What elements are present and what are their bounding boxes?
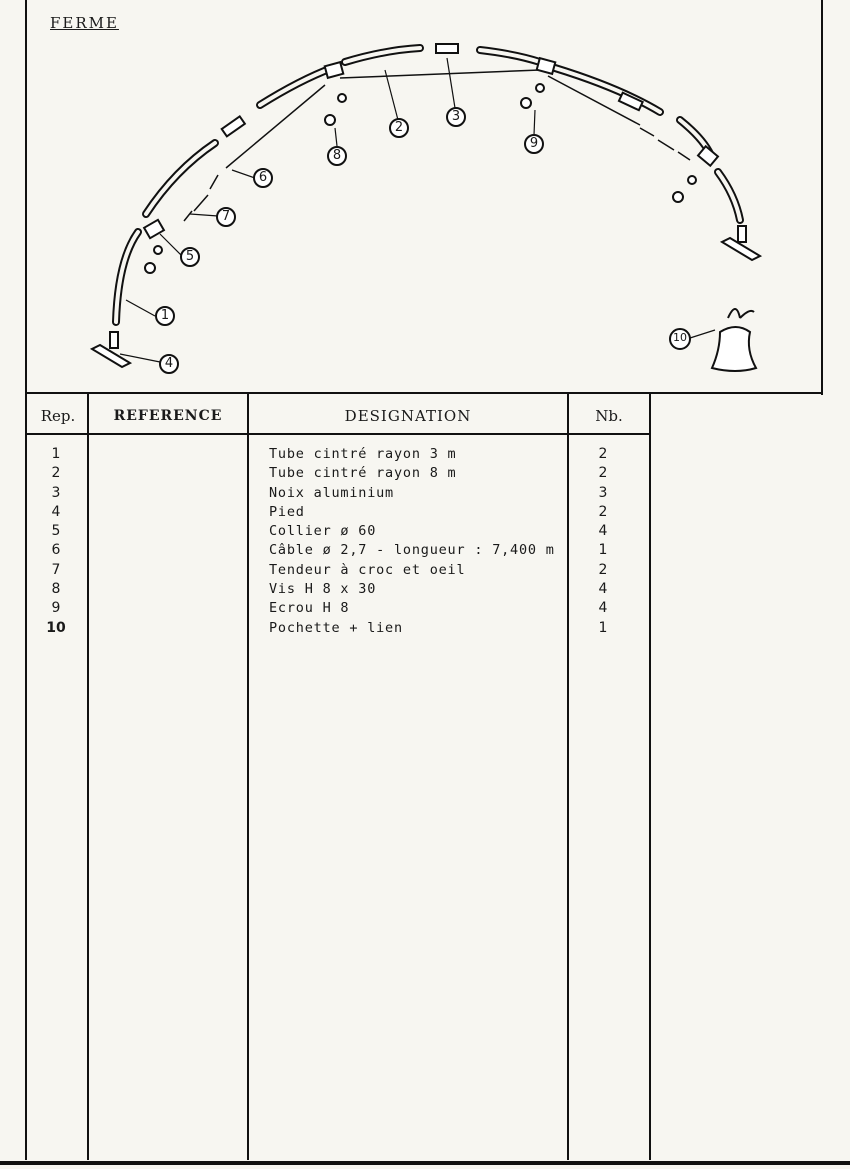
row-designation: Pied [269, 503, 305, 520]
row-designation: Câble ø 2,7 - longueur : 7,400 m [269, 542, 555, 559]
table-row [28, 522, 652, 541]
row-nb: 2 [598, 561, 608, 578]
aluminium-nut-icon [436, 44, 458, 53]
nut-icon [688, 176, 696, 184]
callout-2: 2 [394, 120, 404, 135]
row-designation: Noix aluminium [269, 484, 394, 501]
table-row [28, 464, 652, 483]
nut-icon [154, 246, 162, 254]
row-designation: Pochette + lien [269, 619, 403, 636]
callout-9: 9 [529, 136, 539, 151]
screw-icon [145, 263, 155, 273]
collar-icon [537, 58, 556, 74]
row-rep: 10 [46, 619, 66, 636]
nut-icon [338, 94, 346, 102]
table-row [28, 561, 652, 580]
screw-icon [673, 192, 683, 202]
tensioner-left [184, 175, 218, 221]
nut-icon [536, 84, 544, 92]
row-designation: Collier ø 60 [269, 523, 377, 540]
aluminium-nut-icon [222, 116, 245, 136]
parts-table [28, 445, 652, 638]
screw-icon [521, 98, 531, 108]
row-nb: 1 [598, 619, 608, 636]
row-designation: Vis H 8 x 30 [269, 581, 377, 598]
table-row [28, 503, 652, 522]
row-rep: 6 [51, 542, 61, 559]
row-nb: 4 [598, 523, 608, 540]
callout-7: 7 [221, 209, 231, 224]
pouch-icon [712, 327, 756, 371]
screw-icon [325, 115, 335, 125]
header-reference: REFERENCE [113, 408, 223, 424]
tensioner-right [640, 128, 690, 160]
row-nb: 2 [598, 503, 608, 520]
arch-diagram [0, 0, 850, 390]
row-designation: Tube cintré rayon 3 m [269, 446, 457, 462]
table-row [28, 484, 652, 503]
table-row [28, 541, 652, 560]
row-nb: 4 [598, 600, 608, 617]
row-rep: 4 [51, 503, 61, 520]
row-rep: 5 [51, 523, 61, 540]
table-row [28, 445, 652, 464]
callout-8: 8 [332, 148, 342, 163]
row-nb: 2 [598, 446, 608, 462]
row-nb: 2 [598, 465, 608, 482]
callout-6: 6 [258, 170, 268, 185]
header-designation: DESIGNATION [344, 407, 472, 425]
cable-top [340, 70, 540, 78]
row-designation: Tube cintré rayon 8 m [269, 465, 457, 482]
row-nb: 1 [598, 542, 608, 559]
table-row [28, 580, 652, 599]
row-rep: 8 [51, 581, 61, 598]
callout-3: 3 [451, 109, 461, 124]
header-rep: Rep. [40, 407, 76, 425]
row-nb: 4 [598, 581, 608, 598]
header-nb: Nb. [595, 407, 623, 425]
collar-icon [698, 146, 718, 165]
table-row [28, 619, 652, 638]
row-rep: 1 [51, 446, 61, 462]
collar-icon [325, 62, 344, 78]
callout-10: 10 [673, 331, 687, 344]
row-rep: 9 [51, 600, 61, 617]
row-designation: Tendeur à croc et oeil [269, 561, 466, 578]
row-rep: 3 [51, 484, 61, 501]
callout-1: 1 [160, 308, 170, 323]
row-designation: Ecrou H 8 [269, 600, 350, 617]
callout-4: 4 [164, 356, 174, 371]
table-row [28, 599, 652, 618]
page-title: FERME [50, 14, 119, 32]
row-rep: 7 [51, 561, 61, 578]
callout-5: 5 [185, 249, 195, 264]
row-nb: 3 [598, 484, 608, 501]
tube-left-upper [146, 143, 215, 214]
row-rep: 2 [51, 465, 61, 482]
